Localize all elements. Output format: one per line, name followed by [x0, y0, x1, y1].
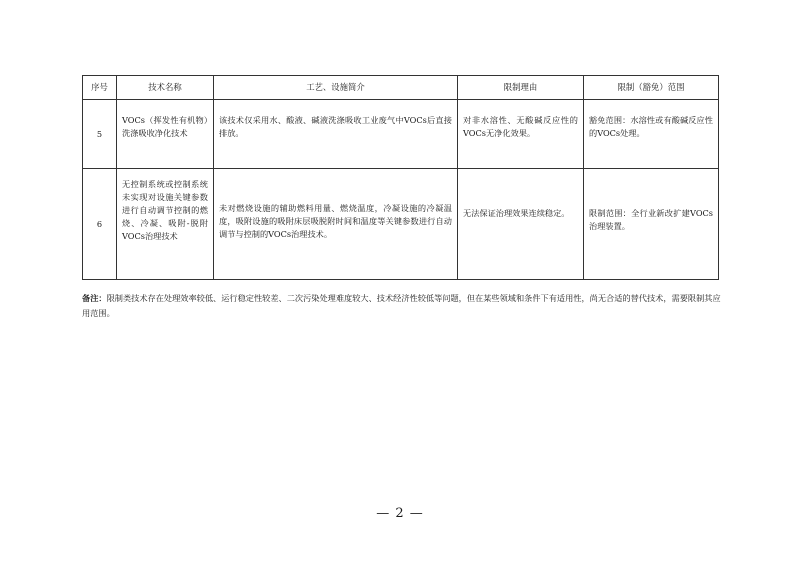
remarks-text: 限制类技术存在处理效率较低、运行稳定性较差、二次污染处理难度较大、技术经济性较低等问题，但在某些领域和条件下有适用性，尚无合适的替代技术，需要限制其应用范围。 — [82, 293, 721, 318]
restriction-scope: 限制范围：全行业新改扩建VOCs治理装置。 — [589, 208, 713, 231]
row-number: 6 — [83, 169, 117, 280]
restricted-technology-table — [82, 75, 719, 280]
table-row — [83, 169, 719, 280]
row-number: 5 — [83, 100, 117, 169]
process-intro: 未对燃烧设施的辅助燃料用量、燃烧温度，冷凝设施的冷凝温度，吸附设施的吸附床层吸脱附时间和温度等关键参数进行自动调节与控制的VOCs治理技术。 — [219, 203, 452, 239]
restriction-scope-cell — [584, 169, 719, 280]
process-intro: 该技术仅采用水、酸液、碱液洗涤吸收工业废气中VOCs后直接排放。 — [219, 115, 452, 138]
page-number: — 2 — — [376, 506, 424, 521]
remarks-note — [82, 291, 722, 321]
restriction-scope: 豁免范围：水溶性或有酸碱反应性的VOCs处理。 — [589, 115, 713, 138]
process-intro-cell — [214, 100, 458, 169]
header-scope: 限制（豁免）范围 — [584, 76, 719, 100]
technology-name-cell — [117, 100, 214, 169]
table-row — [83, 100, 719, 169]
restriction-reason: 对非水溶性、无酸碱反应性的VOCs无净化效果。 — [463, 115, 578, 138]
restriction-reason-cell — [458, 169, 584, 280]
process-intro-cell — [214, 169, 458, 280]
header-no: 序号 — [83, 76, 117, 100]
restriction-reason: 无法保证治理效果连续稳定。 — [463, 208, 570, 218]
header-name: 技术名称 — [117, 76, 214, 100]
table-header-row — [83, 76, 719, 100]
remarks-label: 备注： — [82, 293, 107, 303]
restriction-scope-cell — [584, 100, 719, 169]
header-intro: 工艺、设施简介 — [214, 76, 458, 100]
technology-name: VOCs（挥发性有机物）洗涤吸收净化技术 — [122, 115, 208, 138]
restriction-reason-cell — [458, 100, 584, 169]
header-reason: 限制理由 — [458, 76, 584, 100]
technology-name-cell — [117, 169, 214, 280]
technology-name: 无控制系统或控制系统未实现对设施关键参数进行自动调节控制的燃烧、冷凝、吸附-脱附VOCs治理技术 — [122, 179, 208, 241]
